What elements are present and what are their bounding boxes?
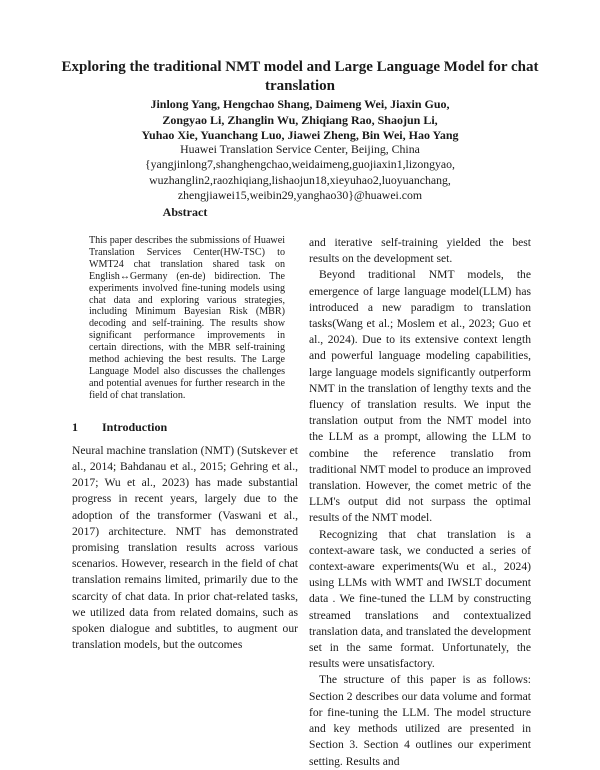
author-line: Jinlong Yang, Hengchao Shang, Daimeng Wei, Jiaxin Guo, bbox=[150, 97, 450, 111]
affiliation-block bbox=[40, 142, 560, 204]
abstract-heading: Abstract bbox=[162, 205, 208, 219]
author-line: Zongyao Li, Zhanglin Wu, Zhiqiang Rao, Shaojun Li, bbox=[162, 112, 438, 127]
continued-paragraph: and iterative self-training yielded the best results on the development set. bbox=[309, 236, 531, 266]
section-title: Introduction bbox=[102, 419, 168, 434]
body-paragraph: The structure of this paper is as follows: Section 2 describes our data volume and format for fine-tuning the LLM. The model structure and key methods utilized are presented in Section 3. Section 4 outlines our experiment setting. Results and bbox=[309, 673, 531, 768]
email-line: wuzhanglin2,raozhiqiang,lishaojun18,xieyuhao2,luoyuanchang, bbox=[149, 172, 451, 187]
email-line: {yangjinlong7,shanghengchao,weidaimeng,guojiaxin1,lizongyao, bbox=[144, 157, 456, 172]
section-heading bbox=[72, 420, 298, 434]
section-number: 1 bbox=[72, 419, 78, 434]
affiliation-line: Huawei Translation Service Center, Beijing, China bbox=[180, 142, 420, 156]
paper-title: Exploring the traditional NMT model and Large Language Model for chat translation bbox=[61, 59, 539, 94]
abstract-text: This paper describes the submissions of Huawei Translation Services Center(HW-TSC) to WMT24 chat translation shared task on English↔Germany (en-de) bidirection. The experiments involved fine-tuning models using chat data and exploring various strategies, including Minimum Bayesian Risk (MBR) decoding and self-training. The results show significant performance improvements in certain directions, with the MBR self-training method achieving the best results. The Large Language Model also discusses the challenges and potential avenues for further research in the field of chat translation. bbox=[89, 235, 285, 401]
author-list bbox=[40, 97, 560, 144]
email-line: zhengjiawei15,weibin29,yanghao30}@huawei.com bbox=[177, 188, 423, 203]
body-paragraph: Beyond traditional NMT models, the emergence of large language model(LLM) has introduced a new paradigm to translation tasks(Wang et al.; Moslem et al., 2023; Guo et al., 2024). Due to its extensive context length and powerful language modeling capabilities, large language models significantly outperform NMT in the translation of lengthy texts and the fluency of translation results. We input the translation output from the NMT model into the LLM as a prompt, allowing the LLM to combine the reference translatio from traditional NMT model to produce an improved translation. However, the comet metric of the LLM's output did not surpass the optimal results of the NMT model. bbox=[309, 268, 531, 525]
intro-paragraph: Neural machine translation (NMT) (Sutskever et al., 2014; Bahdanau et al., 2015; Gehring et al., 2017; Wu et al., 2023) has made substantial progress in recent years, largely due to the adoption of the transformer (Vaswani et al., 2017) architecture. NMT has demonstrated promising translation results across various scenarios. However, research in the field of chat translation remains limited, primarily due to the scarcity of chat data. In prior chat-related tasks, we utilized data from related domains, such as spoken dialogue and subtitles, to augment our translation models, but the outcomes bbox=[72, 443, 298, 652]
right-column bbox=[309, 235, 531, 770]
left-column bbox=[72, 205, 298, 653]
body-paragraph: Recognizing that chat translation is a context-aware task, we conducted a series of context-aware experiments(Wu et al., 2024) using LLMs with WMT and IWSLT document data . We fine-tuned the LLM by constructing streamed translations and contextualized translation data, and translated the development set in the same format. Unfortunately, the results were unsatisfactory. bbox=[309, 527, 531, 671]
author-line: Yuhao Xie, Yuanchang Luo, Jiawei Zheng, Bin Wei, Hao Yang bbox=[141, 128, 459, 143]
